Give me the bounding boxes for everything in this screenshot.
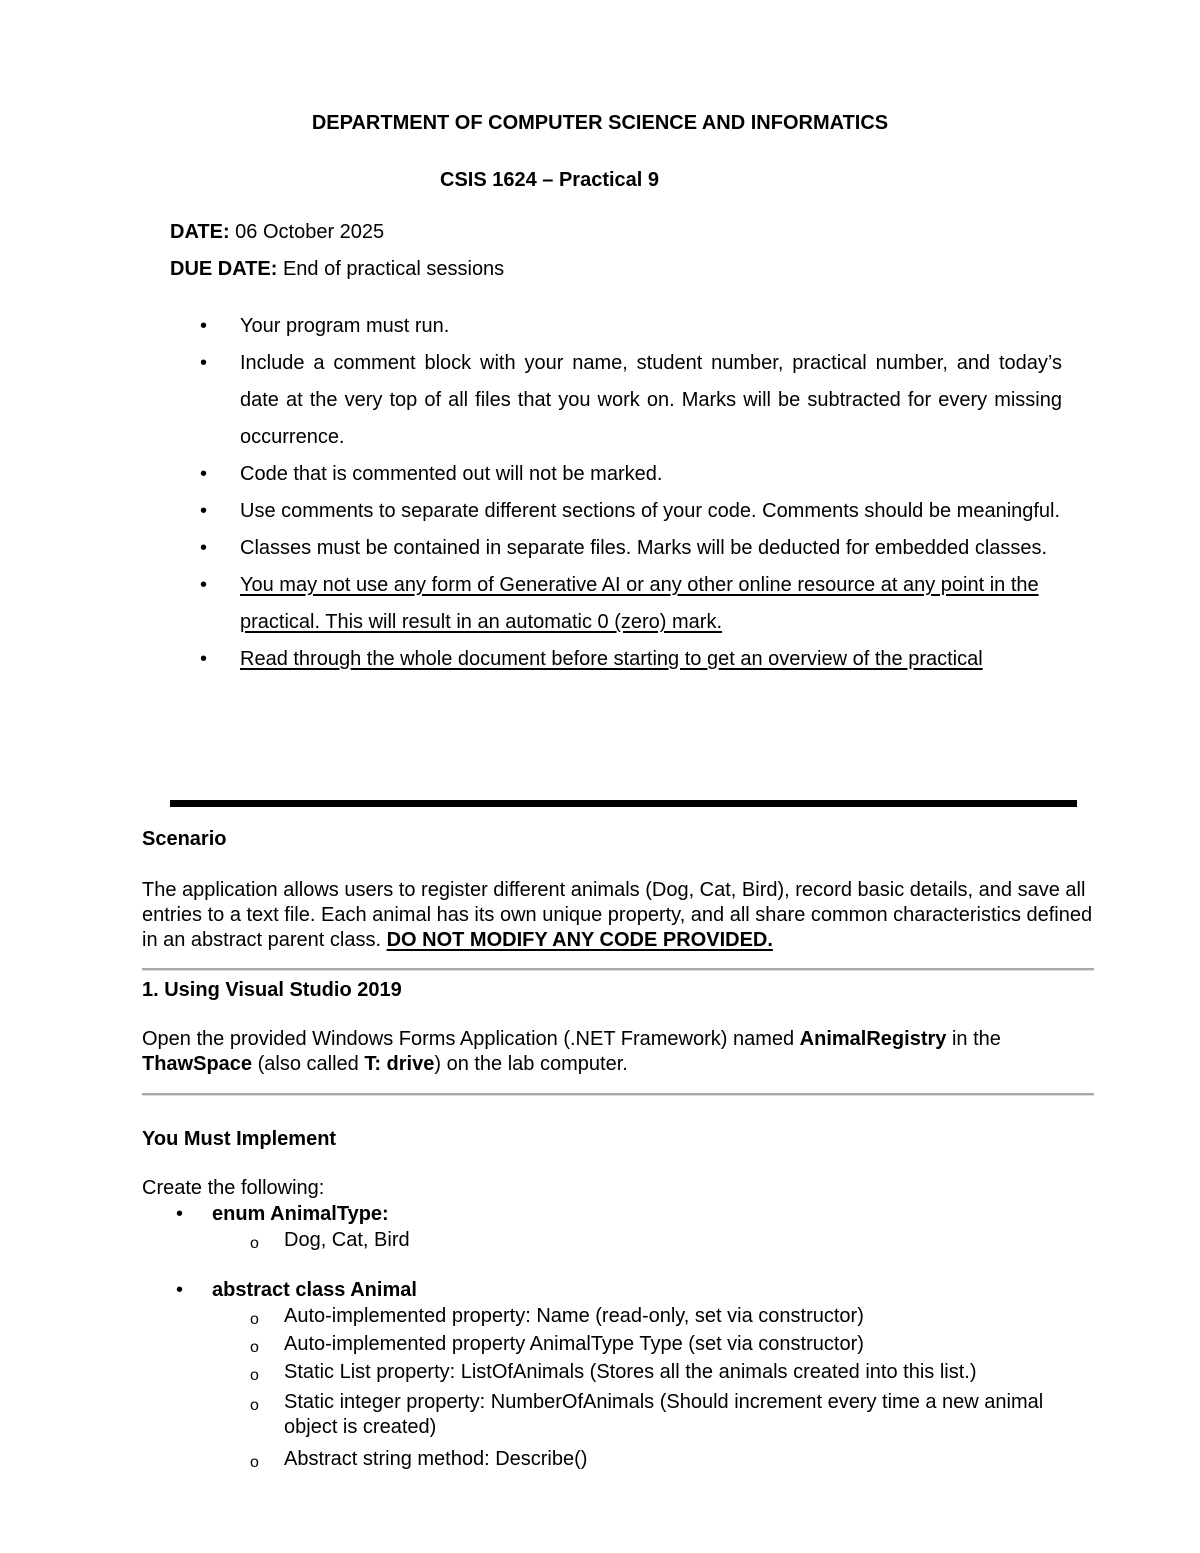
rule-item-ai-warning: • You may not use any form of Generative AI or any other online resource at any point in the practical. This will result in an automatic 0 (zero) mark. bbox=[200, 567, 1062, 641]
bullet-icon: • bbox=[200, 352, 208, 374]
class-title: abstract class Animal bbox=[212, 1279, 417, 1301]
section-1-heading: 1. Using Visual Studio 2019 bbox=[142, 979, 402, 1001]
bullet-icon: • bbox=[200, 574, 208, 596]
date-line bbox=[170, 221, 384, 244]
circle-bullet-icon: o bbox=[250, 1454, 259, 1471]
bullet-icon: • bbox=[200, 537, 208, 559]
drive-label: T: drive bbox=[364, 1053, 435, 1075]
circle-bullet-icon: o bbox=[250, 1339, 259, 1356]
bullet-icon: • bbox=[200, 463, 208, 485]
rule-item-read-through: • Read through the whole document before starting to get an overview of the practical bbox=[200, 641, 1062, 678]
enum-title: enum AnimalType: bbox=[212, 1203, 389, 1225]
due-date-line bbox=[170, 258, 504, 281]
rule-item: • Use comments to separate different sections of your code. Comments should be meaningful. bbox=[200, 493, 1062, 530]
do-not-modify-warning: DO NOT MODIFY ANY CODE PROVIDED. bbox=[386, 929, 773, 951]
thawspace-label: ThawSpace bbox=[142, 1053, 253, 1075]
app-name: AnimalRegistry bbox=[799, 1028, 947, 1050]
scenario-heading: Scenario bbox=[142, 828, 227, 850]
date-label: DATE: bbox=[170, 221, 230, 243]
class-member-item: o Static List property: ListOfAnimals (Stores all the animals created into this list.) bbox=[250, 1360, 1070, 1385]
bullet-icon: • bbox=[200, 500, 208, 522]
circle-bullet-icon: o bbox=[250, 1311, 259, 1328]
department-title: DEPARTMENT OF COMPUTER SCIENCE AND INFORMATICS bbox=[311, 112, 889, 134]
rule-item: • Include a comment block with your name, student number, practical number, and today’s date at the very top of all files that you work on. Marks will be subtracted for every missing occurrence. bbox=[200, 345, 1062, 456]
circle-bullet-icon: o bbox=[250, 1367, 259, 1384]
class-member-item: o Auto-implemented property AnimalType Type (set via constructor) bbox=[250, 1332, 1070, 1357]
circle-bullet-icon: o bbox=[250, 1235, 259, 1252]
implement-heading: You Must Implement bbox=[142, 1128, 337, 1150]
section-1-paragraph: Open the provided Windows Forms Application (.NET Framework) named AnimalRegistry in the ThawSpace (also called T: drive) on the lab computer. bbox=[142, 1028, 1001, 1075]
bullet-icon: • bbox=[176, 1279, 184, 1301]
bullet-icon: • bbox=[176, 1203, 184, 1225]
horizontal-rule bbox=[142, 1093, 1094, 1096]
course-title: CSIS 1624 – Practical 9 bbox=[440, 169, 660, 191]
scenario-paragraph: The application allows users to register different animals (Dog, Cat, Bird), record basic details, and save all entries to a text file. Each animal has its own unique property, and all share common characteristics defined in an abstract parent class. DO NOT MODIFY ANY CODE PROVIDED. bbox=[142, 879, 1093, 951]
bullet-icon: • bbox=[200, 315, 208, 337]
due-date-label: DUE DATE: bbox=[170, 258, 278, 280]
due-date-value: End of practical sessions bbox=[277, 258, 505, 280]
date-value: 06 October 2025 bbox=[229, 221, 385, 243]
class-member-item: o Auto-implemented property: Name (read-only, set via constructor) bbox=[250, 1304, 1070, 1329]
class-member-item: o Static integer property: NumberOfAnimals (Should increment every time a new animal object is created) bbox=[250, 1391, 1044, 1438]
implement-intro: Create the following: bbox=[142, 1177, 325, 1199]
rules-list bbox=[200, 308, 1062, 678]
rule-item: • Code that is commented out will not be marked. bbox=[200, 456, 1062, 493]
class-member-item: o Abstract string method: Describe() bbox=[250, 1447, 1070, 1472]
rule-item: • Your program must run. bbox=[200, 308, 1062, 345]
circle-bullet-icon: o bbox=[250, 1397, 259, 1414]
bullet-icon: • bbox=[200, 648, 208, 670]
enum-value-item: o Dog, Cat, Bird bbox=[250, 1228, 1070, 1253]
horizontal-rule bbox=[142, 968, 1094, 971]
rule-item: • Classes must be contained in separate files. Marks will be deducted for embedded classes. bbox=[200, 530, 1062, 567]
section-divider-thick bbox=[170, 800, 1077, 807]
